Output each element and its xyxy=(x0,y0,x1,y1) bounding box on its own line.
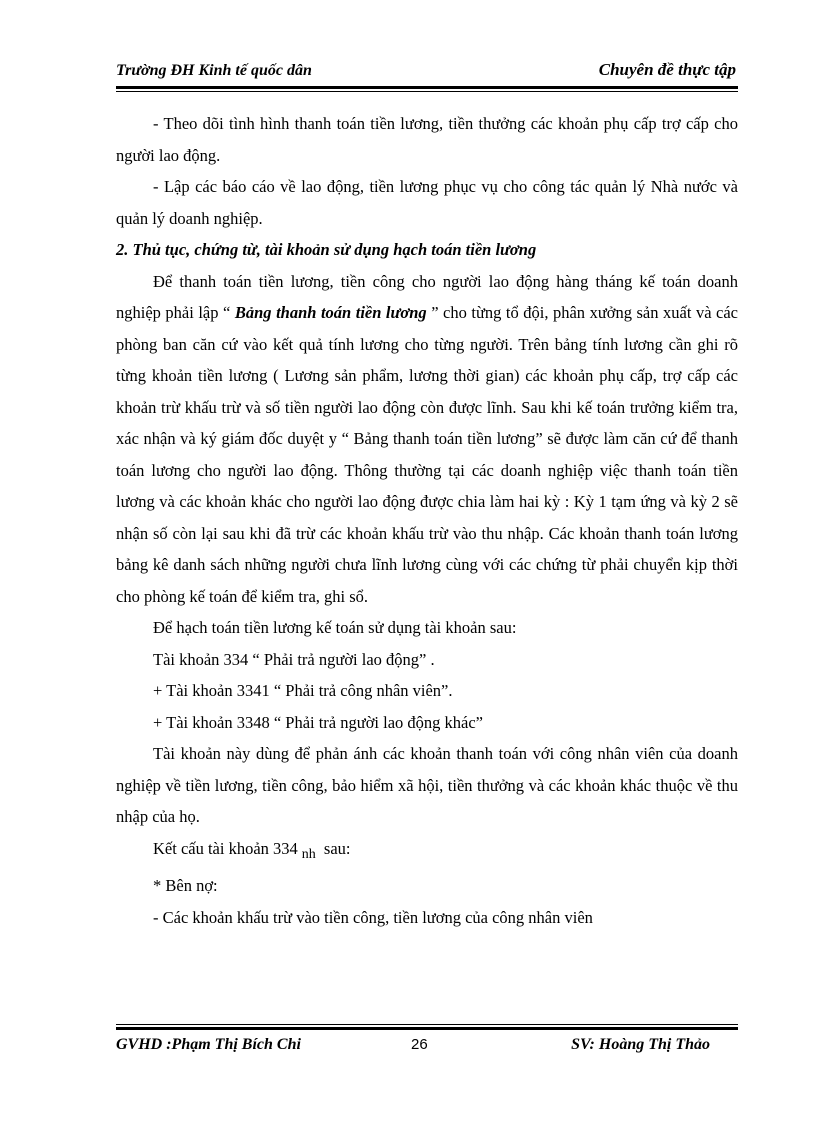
paragraph-7: + Tài khoản 3348 “ Phải trả người lao động khác” xyxy=(153,712,484,732)
paragraph-3-part-1: Để thanh toán tiền lương, tiền công cho người lao động hàng tháng kế toán doanh nghiệp phải lập “ xyxy=(116,271,738,322)
header-doc-type: Chuyên đề thực tập xyxy=(598,60,736,79)
paragraph-6: + Tài khoản 3341 “ Phải trả công nhân viên”. xyxy=(153,681,453,700)
paragraph-3 xyxy=(116,266,738,613)
paragraph-9-subscript: nh xyxy=(301,846,316,862)
header-divider xyxy=(116,86,738,89)
page-header xyxy=(116,60,736,86)
paragraph-11: - Các khoản khấu trừ vào tiền công, tiền lương của công nhân viên xyxy=(153,907,593,927)
paragraph-5: Tài khoản 334 “ Phải trả người lao động” . xyxy=(153,649,435,669)
footer-supervisor: GVHD :Phạm Thị Bích Chi xyxy=(116,1036,301,1053)
paragraph-3-bold-title: Bảng thanh toán tiền lương xyxy=(234,303,427,322)
footer-divider xyxy=(116,1024,738,1025)
paragraph-9-part-2: sau: xyxy=(319,838,351,858)
page-footer xyxy=(116,1036,738,1060)
paragraph-8: Tài khoản này dùng để phản ánh các khoản thanh toán với công nhân viên của doanh nghiệp về tiền lương, tiền công, bảo hiểm xã hội, tiền thưởng và các khoản khác thuộc về thu nhập của họ. xyxy=(116,744,738,826)
section-heading: 2. Thủ tục, chứng từ, tài khoản sử dụng hạch toán tiền lương xyxy=(116,240,537,259)
paragraph-9-part-1: Kết cấu tài khoản 334 xyxy=(153,838,298,858)
document-body xyxy=(116,108,738,933)
paragraph-9 xyxy=(116,833,738,871)
page-number: 26 xyxy=(411,1036,428,1053)
paragraph-3-part-2: ” cho từng tổ đội, phân xưởng sản xuất và các phòng ban căn cứ vào kết quả tính lương cho từng người. Trên bảng tính lương cần ghi rõ từng khoản tiền lương ( Lương sản phẩm, lương thời gian) các khoản phụ cấp, trợ cấp các khoản trừ khấu trừ và số tiền người lao động còn được lĩnh. Sau khi kế toán trưởng kiểm tra, xác nhận và ký giám đốc duyệt y “ Bảng thanh toán tiền lương” sẽ được làm căn cứ để thanh toán lương cho người lao động. Thông thường tại các doanh nghiệp việc thanh toán tiền lương và các khoản khác cho người lao động được chia làm hai kỳ : Kỳ 1 tạm ứng và kỳ 2 sẽ nhận số còn lại sau khi đã trừ các khoản khấu trừ vào thu nhập. Các khoản thanh toán lương bảng kê danh sách những người chưa lĩnh lương cùng với các chứng từ phải chuyển kịp thời cho phòng kế toán để kiểm tra, ghi sổ. xyxy=(116,303,739,606)
paragraph-1: - Theo dõi tình hình thanh toán tiền lương, tiền thưởng các khoản phụ cấp trợ cấp cho người lao động. xyxy=(116,114,738,165)
footer-student: SV: Hoàng Thị Thảo xyxy=(571,1036,710,1053)
paragraph-2: - Lập các báo cáo về lao động, tiền lương phục vụ cho công tác quản lý Nhà nước và quản lý doanh nghiệp. xyxy=(116,177,738,228)
header-school: Trường ĐH Kinh tế quốc dân xyxy=(116,62,312,79)
paragraph-10: * Bên nợ: xyxy=(153,876,218,895)
paragraph-4: Để hạch toán tiền lương kế toán sử dụng tài khoản sau: xyxy=(153,618,517,637)
